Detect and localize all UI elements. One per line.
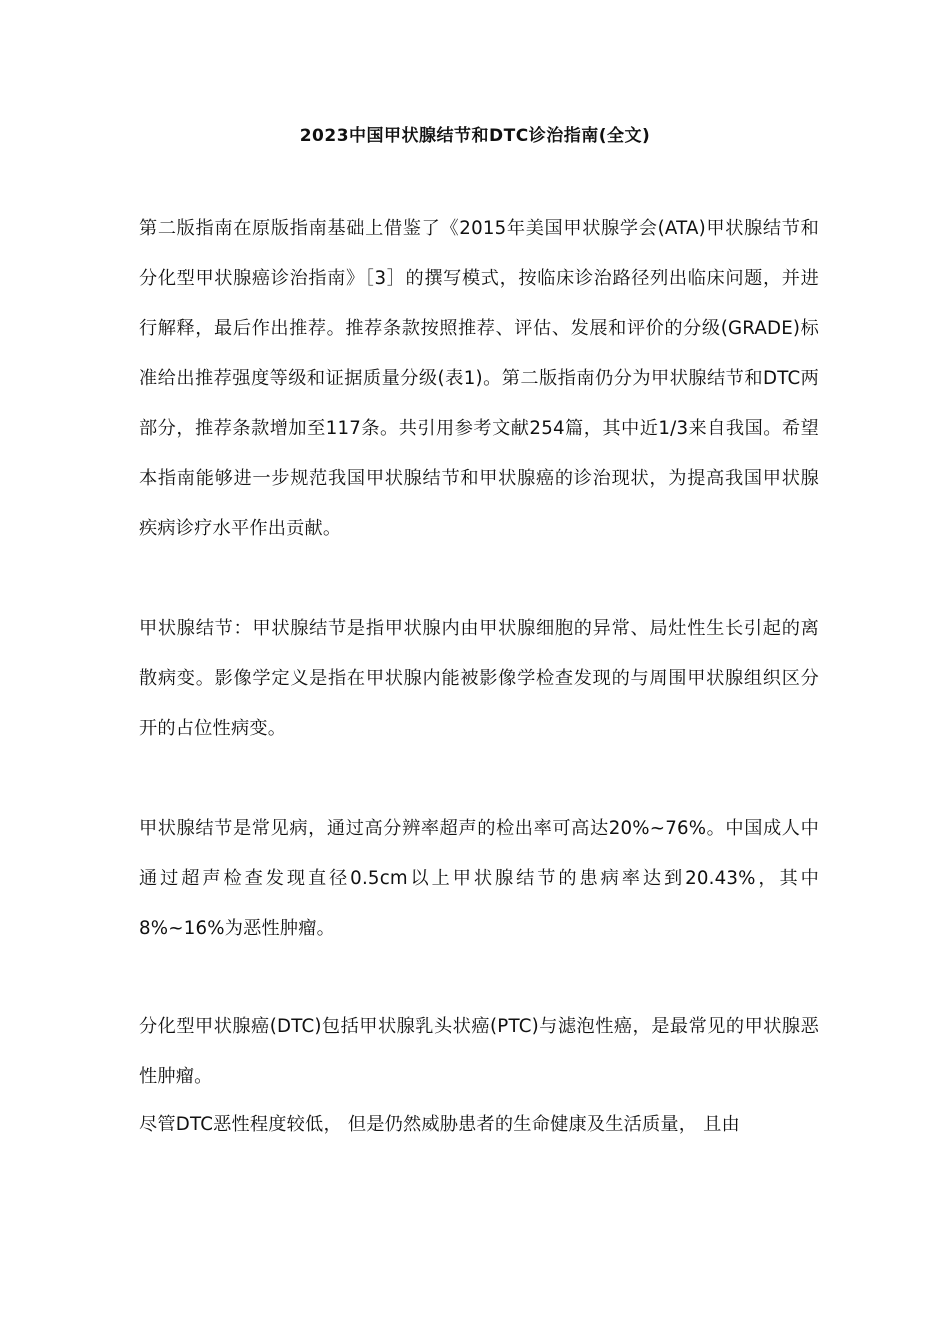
- paragraph-guideline-overview: 第二版指南在原版指南基础上借鉴了《2015年美国甲状腺学会(ATA)甲状腺结节和分化型甲状腺癌诊治指南》［3］的撰写模式，按临床诊治路径列出临床问题，并进行解释，最后作出推荐。推荐条款按照推荐、评估、发展和评价的分级(GRADE)标准给出推荐强度等级和证据质量分级(表1)。第二版指南仍分为甲状腺结节和DTC两部分，推荐条款增加至117条。共引用参考文献254篇，其中近1/3来自我国。希望本指南能够进一步规范我国甲状腺结节和甲状腺癌的诊治现状，为提高我国甲状腺疾病诊疗水平作出贡献。: [139, 218, 819, 539]
- paragraph-thyroid-nodule-prevalence: 甲状腺结节是常见病，通过高分辨率超声的检出率可高达20%~76%。中国成人中通过超声检查发现直径0.5cm以上甲状腺结节的患病率达到20.43%，其中8%~16%为恶性肿瘤。: [139, 818, 819, 939]
- document-title: 2023中国甲状腺结节和DTC诊治指南(全文): [299, 126, 651, 146]
- paragraph-dtc-impact: 尽管DTC恶性程度较低， 但是仍然威胁患者的生命健康及生活质量， 且由: [139, 1114, 740, 1135]
- paragraph-thyroid-nodule-definition: 甲状腺结节：甲状腺结节是指甲状腺内由甲状腺细胞的异常、局灶性生长引起的离散病变。影像学定义是指在甲状腺内能被影像学检查发现的与周围甲状腺组织区分开的占位性病变。: [139, 618, 819, 739]
- paragraph-dtc-definition: 分化型甲状腺癌(DTC)包括甲状腺乳头状癌(PTC)与滤泡性癌，是最常见的甲状腺恶性肿瘤。: [139, 1016, 819, 1087]
